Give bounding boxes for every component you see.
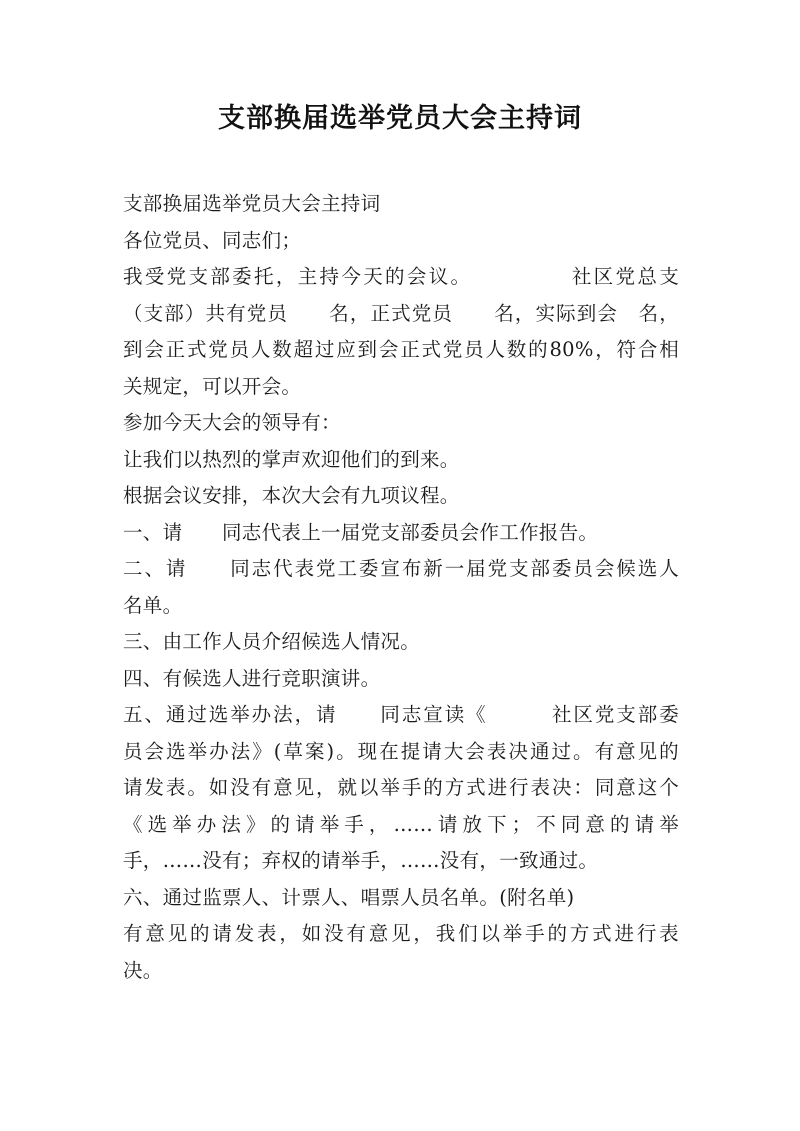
body-line-11: 二、请 同志代表党工委宣布新一届党支部委员会候选人 xyxy=(123,557,679,580)
body-line-4: （支部）共有党员 名，正式党员 名，实际到会 名， xyxy=(123,301,679,325)
body-line-7: 参加今天大会的领导有： xyxy=(123,411,341,434)
document-body xyxy=(123,186,679,989)
body-line-17: 请发表。如没有意见，就以举手的方式进行表决：同意这个 xyxy=(123,776,679,799)
body-line-16: 员会选举办法》(草案)。现在提请大会表决通过。有意见的 xyxy=(123,739,679,763)
body-line-21: 有意见的请发表，如没有意见，我们以举手的方式进行表 xyxy=(123,922,679,945)
body-line-19: 手，……没有；弃权的请举手，……没有，一致通过。 xyxy=(123,849,599,872)
body-line-8: 让我们以热烈的掌声欢迎他们的到来。 xyxy=(123,447,460,471)
body-line-22: 决。 xyxy=(123,958,163,982)
document-title: 支部换届选举党员大会主持词 xyxy=(218,103,582,134)
body-line-6: 关规定，可以开会。 xyxy=(123,374,302,398)
body-line-20: 六、通过监票人、计票人、唱票人员名单。(附名单) xyxy=(123,885,575,909)
body-line-9: 根据会议安排，本次大会有九项议程。 xyxy=(123,484,460,507)
body-line-10: 一、请 同志代表上一届党支部委员会作工作报告。 xyxy=(123,520,599,544)
body-line-3: 我受党支部委托，主持今天的会议。 社区党总支 xyxy=(123,265,679,288)
body-line-15: 五、通过选举办法，请 同志宣读《 社区党支部委 xyxy=(123,703,679,726)
body-line-13: 三、由工作人员介绍候选人情况。 xyxy=(123,630,421,653)
body-line-1: 支部换届选举党员大会主持词 xyxy=(123,192,381,215)
body-line-14: 四、有候选人进行竞职演讲。 xyxy=(123,666,381,690)
body-line-12: 名单。 xyxy=(123,593,183,617)
body-line-5: 到会正式党员人数超过应到会正式党员人数的80%，符合相 xyxy=(123,338,679,361)
body-line-2: 各位党员、同志们； xyxy=(123,228,302,252)
body-line-18: 《选举办法》的请举手，……请放下；不同意的请举 xyxy=(123,812,679,836)
